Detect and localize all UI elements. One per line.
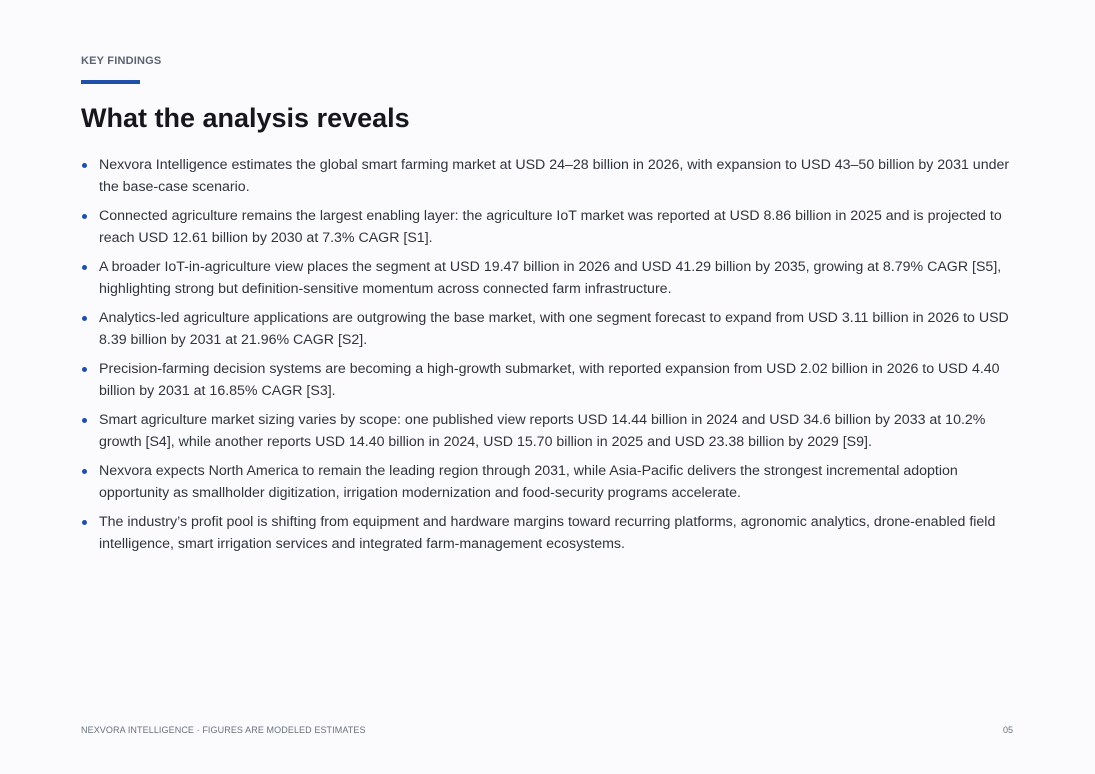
bullet-dot-icon [82, 265, 87, 270]
finding-item [81, 307, 1016, 351]
finding-item [81, 460, 1016, 504]
finding-item [81, 358, 1016, 402]
finding-text: Smart agriculture market sizing varies by scope: one published view reports USD 14.44 billion in 2024 and USD 34.6 billion by 2033 at 10.2% growth [S4], while another reports USD 14.40 billion in 2024, USD 15.70 billion in 2025 and USD 23.38 billion by 2029 [S9]. [99, 412, 986, 450]
finding-item [81, 154, 1016, 198]
finding-item [81, 205, 1016, 249]
finding-text: The industry’s profit pool is shifting from equipment and hardware margins toward recurring platforms, agronomic analytics, drone-enabled field intelligence, smart irrigation services and integrated farm-management ecosystems. [99, 514, 996, 552]
bullet-dot-icon [82, 520, 87, 525]
section-kicker: KEY FINDINGS [81, 55, 162, 67]
findings-list [81, 154, 1016, 562]
finding-item [81, 256, 1016, 300]
bullet-dot-icon [82, 316, 87, 321]
footer-source-note: NEXVORA INTELLIGENCE · FIGURES ARE MODELED ESTIMATES [81, 725, 366, 735]
finding-text: Connected agriculture remains the largest enabling layer: the agriculture IoT market was reported at USD 8.86 billion in 2025 and is projected to reach USD 12.61 billion by 2030 at 7.3% CAGR [S1]. [99, 208, 1002, 246]
bullet-dot-icon [82, 163, 87, 168]
finding-item [81, 409, 1016, 453]
bullet-dot-icon [82, 367, 87, 372]
page-title: What the analysis reveals [81, 103, 410, 133]
finding-text: Nexvora Intelligence estimates the global smart farming market at USD 24–28 billion in 2026, with expansion to USD 43–50 billion by 2031 under the base-case scenario. [99, 157, 1010, 195]
bullet-dot-icon [82, 214, 87, 219]
finding-item [81, 511, 1016, 555]
bullet-dot-icon [82, 469, 87, 474]
finding-text: A broader IoT-in-agriculture view places the segment at USD 19.47 billion in 2026 and USD 41.29 billion by 2035, growing at 8.79% CAGR [S5], highlighting strong but definition-sensitive momentum across connected farm infrastructure. [99, 259, 1002, 297]
bullet-dot-icon [82, 418, 87, 423]
accent-divider [81, 80, 140, 84]
page-number: 05 [1002, 725, 1013, 735]
finding-text: Precision-farming decision systems are becoming a high-growth submarket, with reported expansion from USD 2.02 billion in 2026 to USD 4.40 billion by 2031 at 16.85% CAGR [S3]. [99, 361, 1000, 399]
finding-text: Analytics-led agriculture applications are outgrowing the base market, with one segment forecast to expand from USD 3.11 billion in 2026 to USD 8.39 billion by 2031 at 21.96% CAGR [S2]. [99, 310, 1009, 348]
finding-text: Nexvora expects North America to remain the leading region through 2031, while Asia-Pacific delivers the strongest incremental adoption opportunity as smallholder digitization, irrigation modernization and food-security programs accelerate. [99, 463, 958, 501]
